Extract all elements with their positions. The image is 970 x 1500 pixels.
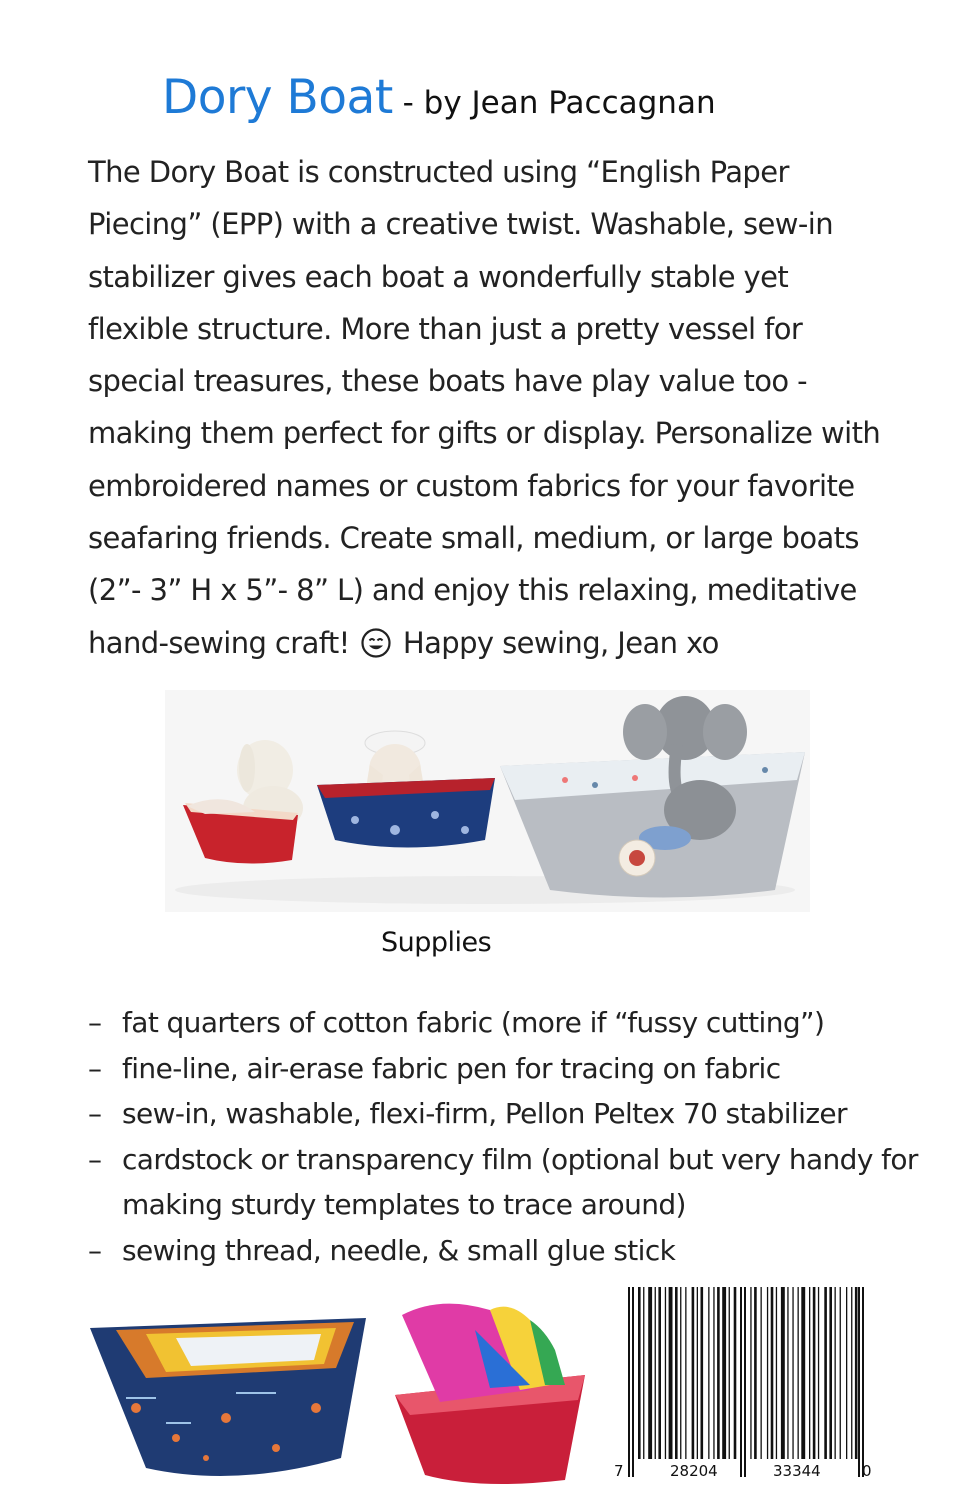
barcode-bar bbox=[675, 1287, 678, 1459]
description-last-line bbox=[88, 617, 918, 669]
supply-item-text: fat quarters of cotton fabric (more if “fussy cutting”) bbox=[122, 1006, 825, 1039]
list-item bbox=[88, 1137, 918, 1228]
barcode-guard-bar bbox=[744, 1287, 746, 1477]
barcode-bar bbox=[855, 1287, 858, 1459]
barcode-bar bbox=[717, 1287, 720, 1459]
barcode-digit-last: 0 bbox=[862, 1462, 872, 1480]
barcode-bar bbox=[801, 1287, 805, 1459]
list-item bbox=[88, 1091, 918, 1137]
barcode-bar bbox=[792, 1287, 793, 1459]
barcode-bars bbox=[612, 1287, 874, 1485]
barcode-bar bbox=[851, 1287, 852, 1459]
barcode-bar bbox=[824, 1287, 827, 1459]
author-byline: - by Jean Paccagnan bbox=[392, 85, 716, 121]
description-line: flexible structure. More than just a pretty vessel for bbox=[88, 311, 803, 346]
description-line: embroidered names or custom fabrics for your favorite bbox=[88, 468, 855, 503]
barcode-bar bbox=[754, 1287, 757, 1459]
barcode-bar bbox=[734, 1287, 737, 1459]
list-item bbox=[88, 1046, 918, 1092]
list-item bbox=[88, 1000, 918, 1046]
description-line: special treasures, these boats have play value too - bbox=[88, 364, 807, 399]
barcode-bar bbox=[809, 1287, 810, 1459]
description-line: Piecing” (EPP) with a creative twist. Washable, sew-in bbox=[88, 207, 833, 242]
barcode bbox=[612, 1287, 874, 1485]
description-line: stabilizer gives each boat a wonderfully stable yet bbox=[88, 259, 789, 294]
boats-with-toys-photo bbox=[165, 690, 810, 912]
barcode-bar bbox=[713, 1287, 714, 1459]
barcode-bar bbox=[685, 1287, 686, 1459]
barcode-guard-bar bbox=[862, 1287, 864, 1477]
list-bullet: – bbox=[88, 1142, 102, 1176]
barcode-bar bbox=[818, 1287, 819, 1459]
barcode-guard-bar bbox=[858, 1287, 860, 1477]
description-line: The Dory Boat is constructed using “English Paper bbox=[88, 155, 789, 189]
barcode-bar bbox=[781, 1287, 785, 1459]
barcode-bar bbox=[835, 1287, 836, 1459]
barcode-bar bbox=[669, 1287, 673, 1459]
barcode-bar bbox=[798, 1287, 799, 1459]
list-bullet: – bbox=[88, 1233, 102, 1267]
list-bullet: – bbox=[88, 1051, 102, 1085]
smiley-icon bbox=[360, 627, 392, 659]
barcode-bar bbox=[729, 1287, 730, 1459]
barcode-bar bbox=[722, 1287, 726, 1459]
barcode-bar bbox=[761, 1287, 762, 1459]
barcode-digits-left: 28204 bbox=[670, 1462, 718, 1480]
description-line: (2”- 3” H x 5”- 8” L) and enjoy this relaxing, meditative bbox=[88, 573, 857, 608]
barcode-digit-first: 7 bbox=[614, 1462, 624, 1480]
barcode-bar bbox=[787, 1287, 788, 1459]
supply-item-text: fine-line, air-erase fabric pen for tracing on fabric bbox=[122, 1051, 781, 1085]
barcode-bar bbox=[655, 1287, 656, 1459]
barcode-bar bbox=[776, 1287, 777, 1459]
barcode-guard-bar bbox=[628, 1287, 630, 1477]
list-item bbox=[88, 1228, 918, 1274]
description-closing-text: hand-sewing craft! bbox=[88, 625, 350, 660]
barcode-bar bbox=[813, 1287, 816, 1459]
list-bullet: – bbox=[88, 1097, 102, 1130]
barcode-bar bbox=[648, 1287, 652, 1459]
supply-item-text: cardstock or transparency film (optional but very handy for making sturdy templates to trace around) bbox=[122, 1142, 918, 1221]
supply-list bbox=[88, 1000, 918, 1273]
description-line: making them perfect for gifts or display. Personalize with bbox=[88, 416, 881, 451]
barcode-bar bbox=[697, 1287, 698, 1459]
barcode-bar bbox=[643, 1287, 644, 1459]
barcode-bar bbox=[701, 1287, 704, 1459]
barcode-bar bbox=[692, 1287, 695, 1459]
barcode-bar bbox=[771, 1287, 774, 1459]
description bbox=[88, 146, 918, 669]
list-bullet: – bbox=[88, 1006, 102, 1039]
barcode-guard-bar bbox=[740, 1287, 742, 1477]
barcode-bar bbox=[829, 1287, 832, 1459]
barcode-guard-bar bbox=[632, 1287, 634, 1477]
signoff-text: Happy sewing, Jean xo bbox=[402, 625, 719, 660]
supply-item-text: sewing thread, needle, & small glue stick bbox=[122, 1233, 676, 1267]
title-row bbox=[162, 70, 716, 125]
barcode-bar bbox=[658, 1287, 661, 1459]
barcode-bar bbox=[708, 1287, 709, 1459]
barcode-bar bbox=[750, 1287, 751, 1459]
supply-item-text: sew-in, washable, flexi-firm, Pellon Peltex 70 stabilizer bbox=[122, 1097, 847, 1130]
nested-boats-photo bbox=[86, 1298, 376, 1488]
barcode-bar bbox=[767, 1287, 768, 1459]
barcode-bar bbox=[638, 1287, 641, 1459]
supplies-heading: Supplies bbox=[381, 927, 492, 958]
barcode-digits-right: 33344 bbox=[773, 1462, 821, 1480]
barcode-bar bbox=[846, 1287, 847, 1459]
rainbow-boats-photo bbox=[380, 1290, 595, 1490]
barcode-bar bbox=[665, 1287, 666, 1459]
page-title: Dory Boat bbox=[162, 70, 393, 125]
barcode-bar bbox=[840, 1287, 841, 1459]
description-line: seafaring friends. Create small, medium, or large boats bbox=[88, 521, 859, 556]
barcode-bar bbox=[680, 1287, 681, 1459]
